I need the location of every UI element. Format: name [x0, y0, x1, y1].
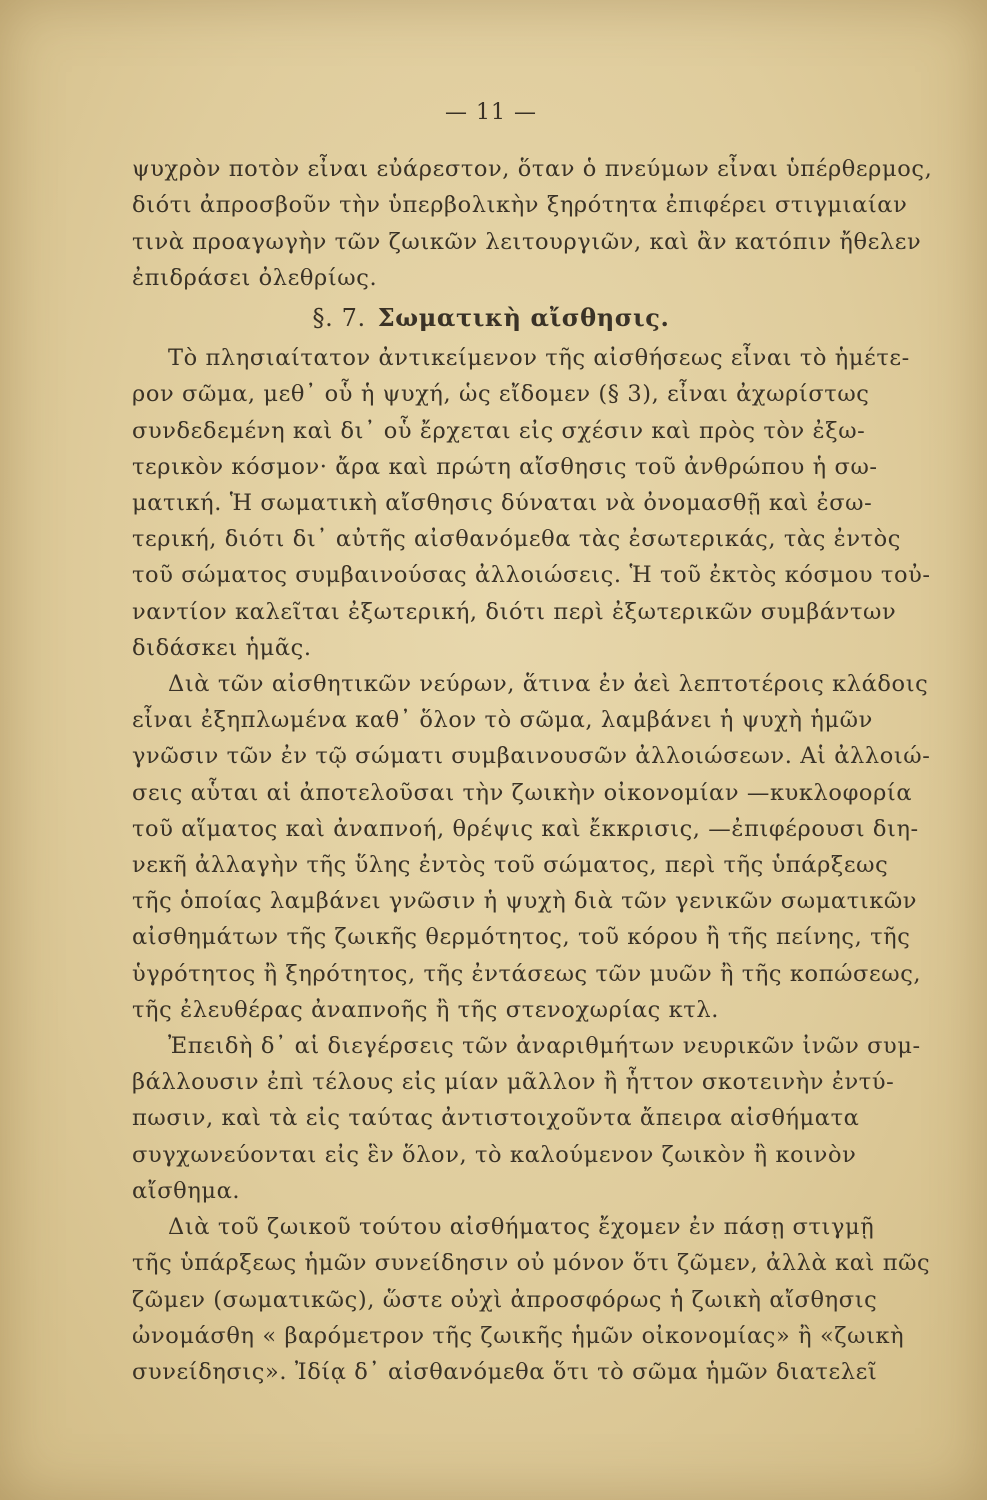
text-line: τερική, διότι δι᾽ αὐτῆς αἰσθανόμεθα τὰς ἐσωτερικάς, τὰς ἐντὸς	[132, 526, 902, 553]
paragraph-1	[132, 151, 933, 296]
text-line: τινὰ προαγωγὴν τῶν ζωικῶν λειτουργιῶν, καὶ ἂν κατόπιν ἤθελεν	[132, 228, 922, 255]
text-line: τῆς ὁποίας λαμβάνει γνῶσιν ἡ ψυχὴ διὰ τῶν γενικῶν σωματικῶν	[132, 888, 918, 915]
text-line: αἴσθημα.	[132, 1177, 241, 1204]
paragraph-4	[132, 1028, 921, 1209]
text-line: τοῦ σώματος συμβαινούσας ἀλλοιώσεις. Ἡ τοῦ ἐκτὸς κόσμου τοὐ-	[132, 562, 931, 589]
paragraph-2	[132, 340, 931, 666]
page-text	[132, 95, 933, 1390]
text-line: Διὰ τῶν αἰσθητικῶν νεύρων, ἅτινα ἐν ἀεὶ λεπτοτέροις κλάδοις	[168, 671, 929, 698]
text-line: ὑγρότητος ἢ ξηρότητος, τῆς ἐντάσεως τῶν μυῶν ἢ τῆς κοπώσεως,	[132, 960, 922, 987]
text-line: τοῦ αἵματος καὶ ἀναπνοή, θρέψις καὶ ἔκκρισις, —ἐπιφέρουσι διη-	[132, 815, 919, 842]
text-line: ναντίον καλεῖται ἐξωτερική, διότι περὶ ἐξωτερικῶν συμβάντων	[132, 598, 897, 625]
paragraph-5	[132, 1209, 931, 1390]
section-title: Σωματικὴ αἴσθησις.	[377, 303, 670, 333]
text-line: αἰσθημάτων τῆς ζωικῆς θερμότητος, τοῦ κόρου ἢ τῆς πείνης, τῆς	[132, 924, 911, 951]
text-line: τῆς ἐλευθέρας ἀναπνοῆς ἢ τῆς στενοχωρίας κτλ.	[132, 996, 719, 1023]
text-line: σεις αὗται αἱ ἀποτελοῦσαι τὴν ζωικὴν οἰκονομίαν —κυκλοφορία	[132, 779, 913, 806]
text-line: ματική. Ἡ σωματικὴ αἴσθησις δύναται νὰ ὀνομασθῇ καὶ ἐσω-	[132, 490, 873, 517]
section-heading	[132, 300, 850, 336]
text-line: εἶναι ἐξηπλωμένα καθ᾽ ὅλον τὸ σῶμα, λαμβάνει ἡ ψυχὴ ἡμῶν	[132, 707, 873, 734]
page-number: — 11 —	[445, 100, 537, 125]
text-line: ὠνομάσθη « βαρόμετρον τῆς ζωικῆς ἡμῶν οἰκονομίας» ἢ «ζωικὴ	[132, 1322, 905, 1349]
text-line: Διὰ τοῦ ζωικοῦ τούτου αἰσθήματος ἔχομεν ἐν πάσῃ στιγμῇ	[168, 1214, 875, 1241]
text-line: Ἐπειδὴ δ᾽ αἱ διεγέρσεις τῶν ἀναριθμήτων νευρικῶν ἰνῶν συμ-	[168, 1033, 921, 1060]
text-line: συγχωνεύονται εἰς ἓν ὅλον, τὸ καλούμενον ζωικὸν ἢ κοινὸν	[132, 1141, 857, 1168]
text-line: συνδεδεμένη καὶ δι᾽ οὗ ἔρχεται εἰς σχέσιν καὶ πρὸς τὸν ἐξω-	[132, 417, 866, 444]
text-line: Τὸ πλησιαίτατον ἀντικείμενον τῆς αἰσθήσεως εἶναι τὸ ἡμέτε-	[168, 345, 910, 372]
text-line: ψυχρὸν ποτὸν εἶναι εὐάρεστον, ὅταν ὁ πνεύμων εἶναι ὑπέρθερμος,	[132, 156, 933, 183]
paragraph-3	[132, 666, 931, 1028]
text-line: ἐπιδράσει ὀλεθρίως.	[132, 264, 378, 291]
text-line: βάλλουσιν ἐπὶ τέλους εἰς μίαν μᾶλλον ἢ ἧττον σκοτεινὴν ἐντύ-	[132, 1069, 895, 1096]
text-line: ζῶμεν (σωματικῶς), ὥστε οὐχὶ ἀπροσφόρως ἡ ζωικὴ αἴσθησις	[132, 1286, 878, 1313]
text-line: ρον σῶμα, μεθ᾽ οὗ ἡ ψυχή, ὡς εἴδομεν (§ 3), εἶναι ἀχωρίστως	[132, 381, 870, 408]
text-line: γνῶσιν τῶν ἐν τῷ σώματι συμβαινουσῶν ἀλλοιώσεων. Αἱ ἀλλοιώ-	[132, 743, 931, 770]
text-line: συνείδησις». Ἰδίᾳ δ᾽ αἰσθανόμεθα ὅτι τὸ σῶμα ἡμῶν διατελεῖ	[132, 1358, 878, 1385]
text-line: τερικὸν κόσμον· ἄρα καὶ πρώτη αἴσθησις τοῦ ἀνθρώπου ἡ σω-	[132, 453, 878, 480]
section-number: §. 7.	[312, 304, 366, 333]
text-line: τῆς ὑπάρξεως ἡμῶν συνείδησιν οὐ μόνον ὅτι ζῶμεν, ἀλλὰ καὶ πῶς	[132, 1250, 931, 1277]
text-line: νεκῆ ἀλλαγὴν τῆς ὕλης ἐντὸς τοῦ σώματος, περὶ τῆς ὑπάρξεως	[132, 852, 889, 879]
text-line: πωσιν, καὶ τὰ εἰς ταύτας ἀντιστοιχοῦντα ἄπειρα αἰσθήματα	[132, 1105, 860, 1132]
text-line: διότι ἀπροσβοῦν τὴν ὑπερβολικὴν ξηρότητα ἐπιφέρει στιγμιαίαν	[132, 192, 908, 219]
text-line: διδάσκει ἡμᾶς.	[132, 634, 312, 661]
